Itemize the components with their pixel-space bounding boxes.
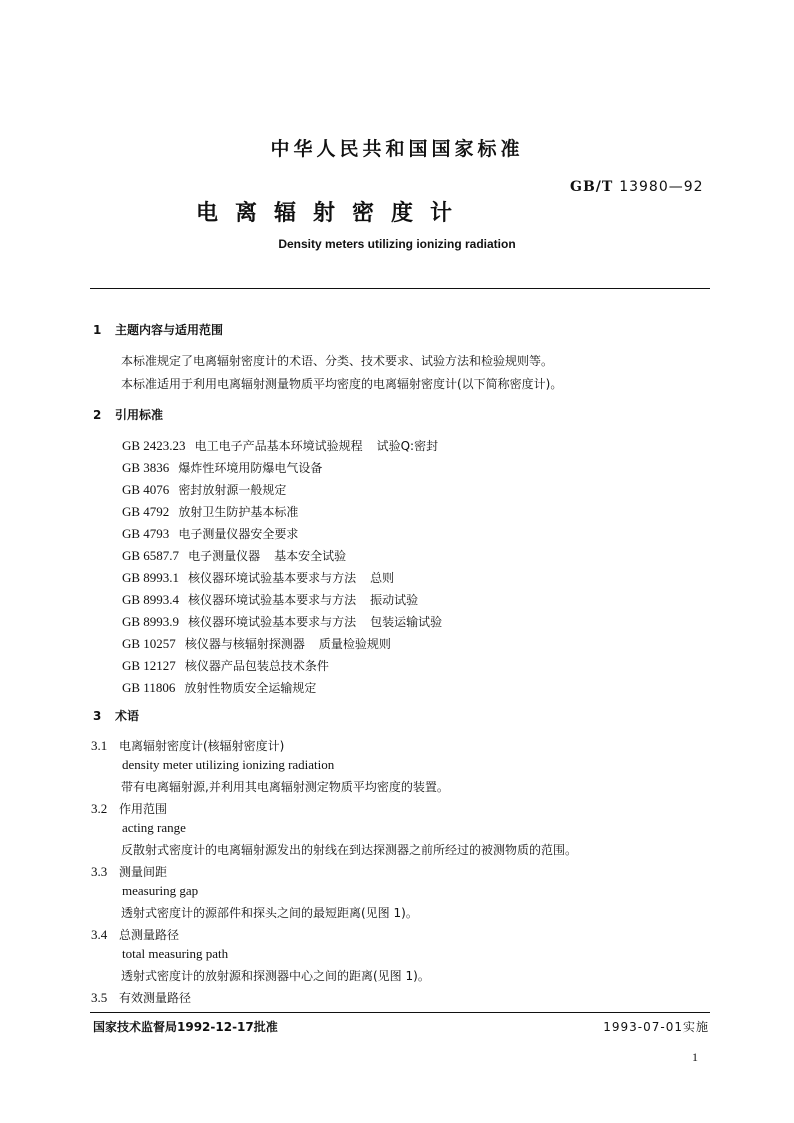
reference-item — [122, 679, 330, 696]
reference-title: 放射卫生防护基本标准 — [178, 505, 299, 519]
term-name-en: total measuring path — [122, 946, 229, 961]
section-number: 1 — [93, 323, 102, 337]
section-title: 引用标准 — [115, 408, 164, 422]
reference-item — [122, 437, 438, 454]
term-heading — [91, 926, 179, 943]
document-title-cn: 电离辐射密度计 — [196, 201, 470, 226]
reference-item — [122, 635, 391, 652]
term-name-cn: 电离辐射密度计(核辐射密度计) — [119, 739, 285, 753]
reference-item — [122, 503, 312, 520]
term-definition: 透射式密度计的放射源和探测器中心之间的距离(见图 1)。 — [121, 969, 430, 983]
term-number: 3.3 — [91, 864, 108, 879]
reference-item — [122, 525, 312, 542]
reference-subtitle: 包装运输试验 — [370, 615, 443, 629]
term-heading — [91, 737, 284, 754]
term-name-cn: 有效测量路径 — [119, 991, 192, 1005]
reference-title: 核仪器环境试验基本要求与方法 — [188, 593, 357, 607]
reference-code: GB 12127 — [122, 658, 176, 673]
term-number: 3.1 — [91, 738, 108, 753]
reference-title: 放射性物质安全运输规定 — [184, 681, 317, 695]
national-standard-heading: 中华人民共和国国家标准 — [270, 138, 524, 160]
term-name-en: acting range — [122, 820, 186, 835]
reference-title: 爆炸性环境用防爆电气设备 — [178, 461, 323, 475]
footer-divider — [90, 1012, 710, 1013]
reference-item — [122, 481, 300, 498]
reference-code: GB 4076 — [122, 482, 170, 497]
term-name-en: density meter utilizing ionizing radiation — [122, 757, 335, 772]
reference-item — [122, 657, 343, 674]
approval-note: 国家技术监督局1992-12-17批准 — [93, 1020, 278, 1034]
term-number: 3.2 — [91, 801, 108, 816]
reference-title: 核仪器产品包装总技术条件 — [184, 659, 329, 673]
reference-subtitle: 基本安全试验 — [274, 549, 347, 563]
standard-prefix: GB/T — [570, 179, 614, 195]
reference-subtitle: 试验Q:密封 — [376, 439, 439, 453]
section-number: 2 — [93, 408, 102, 422]
reference-code: GB 8993.1 — [122, 570, 180, 585]
reference-code: GB 8993.4 — [122, 592, 180, 607]
reference-subtitle: 振动试验 — [370, 593, 419, 607]
reference-code: GB 2423.23 — [122, 438, 186, 453]
reference-subtitle: 质量检验规则 — [318, 637, 391, 651]
reference-code: GB 8993.9 — [122, 614, 180, 629]
reference-item — [122, 547, 346, 564]
section-3-heading — [93, 707, 139, 724]
section-2-heading — [93, 406, 163, 423]
section-1-paragraph: 本标准适用于利用电离辐射测量物质平均密度的电离辐射密度计(以下简称密度计)。 — [121, 377, 563, 391]
term-number: 3.4 — [91, 927, 108, 942]
page-number: 1 — [692, 1050, 698, 1064]
reference-code: GB 3836 — [122, 460, 170, 475]
term-name-cn: 总测量路径 — [119, 928, 180, 942]
term-name-en: measuring gap — [122, 883, 199, 898]
term-name-cn: 测量间距 — [119, 865, 168, 879]
section-title: 主题内容与适用范围 — [115, 323, 224, 337]
reference-title: 核仪器环境试验基本要求与方法 — [188, 571, 357, 585]
reference-title: 核仪器与核辐射探测器 — [184, 637, 305, 651]
reference-item — [122, 569, 394, 586]
reference-title: 电子测量仪器 — [188, 549, 261, 563]
term-number: 3.5 — [91, 990, 108, 1005]
reference-item — [122, 459, 336, 476]
term-definition: 透射式密度计的源部件和探头之间的最短距离(见图 1)。 — [121, 906, 418, 920]
reference-subtitle: 总则 — [370, 571, 395, 585]
standard-number — [570, 179, 704, 195]
term-heading — [91, 989, 191, 1006]
reference-code: GB 11806 — [122, 680, 176, 695]
term-definition: 带有电离辐射源,并利用其电离辐射测定物质平均密度的装置。 — [121, 780, 449, 794]
reference-code: GB 10257 — [122, 636, 176, 651]
section-1-paragraph: 本标准规定了电离辐射密度计的术语、分类、技术要求、试验方法和检验规则等。 — [121, 354, 554, 368]
reference-item — [122, 591, 418, 608]
reference-title: 电工电子产品基本环境试验规程 — [194, 439, 363, 453]
reference-code: GB 4793 — [122, 526, 170, 541]
term-definition: 反散射式密度计的电离辐射源发出的射线在到达探测器之前所经过的被测物质的范围。 — [121, 843, 578, 857]
reference-title: 电子测量仪器安全要求 — [178, 527, 299, 541]
document-title-en: Density meters utilizing ionizing radiation — [278, 237, 516, 251]
reference-title: 核仪器环境试验基本要求与方法 — [188, 615, 357, 629]
term-heading — [91, 800, 167, 817]
reference-item — [122, 613, 442, 630]
reference-code: GB 6587.7 — [122, 548, 180, 563]
term-heading — [91, 863, 167, 880]
reference-code: GB 4792 — [122, 504, 170, 519]
term-name-cn: 作用范围 — [119, 802, 168, 816]
section-1-heading — [93, 321, 223, 338]
standard-number-value: 13980—92 — [619, 179, 704, 195]
reference-title: 密封放射源一般规定 — [178, 483, 287, 497]
section-number: 3 — [93, 709, 102, 723]
section-title: 术语 — [115, 709, 140, 723]
header-divider — [90, 288, 710, 289]
effective-date: 1993-07-01实施 — [603, 1020, 709, 1034]
